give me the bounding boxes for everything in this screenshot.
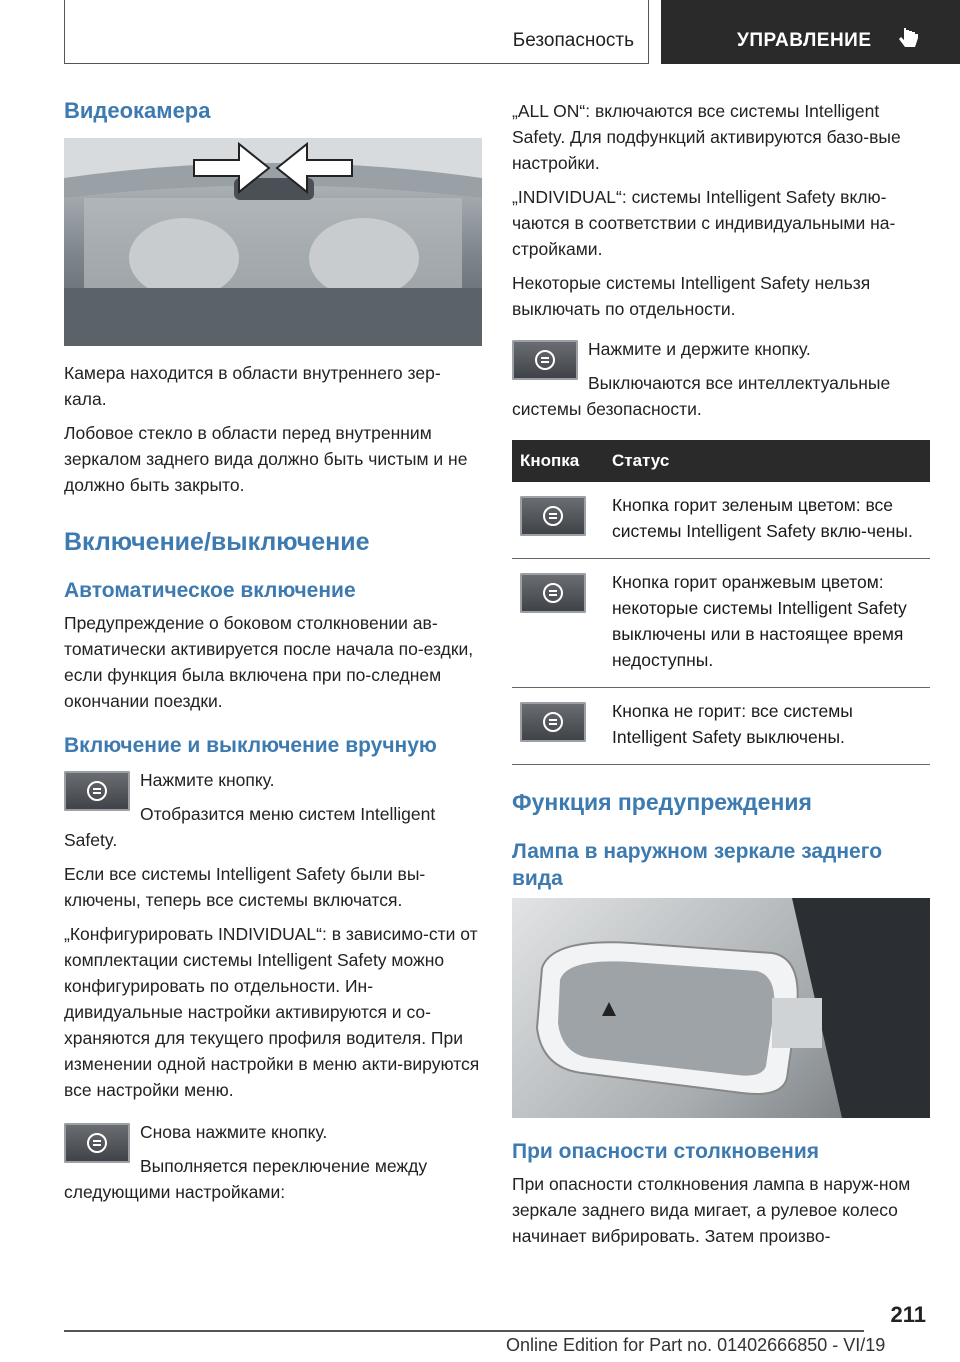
table-row xyxy=(512,688,930,765)
intelligent-safety-button-icon xyxy=(64,1123,130,1163)
text-menu-appears: Отобразится меню систем Intelligent Safety. xyxy=(64,804,436,850)
text-press-again: Снова нажмите кнопку. xyxy=(140,1122,328,1142)
text-all-off: Выключаются все интеллектуальные системы безопасности. xyxy=(512,373,891,419)
table-cell-status: Кнопка горит оранжевым цветом: некоторые системы Intelligent Safety выключены или в настоящее время недоступны. xyxy=(604,559,930,688)
table-row xyxy=(512,482,930,559)
footer-edition: Online Edition for Part no. 01402666850 - VI/19 xyxy=(506,1335,886,1355)
intelligent-safety-button-icon xyxy=(64,771,130,811)
left-column xyxy=(64,98,482,1213)
table-cell-status: Кнопка горит зеленым цветом: все системы Intelligent Safety вклю-чены. xyxy=(604,482,930,559)
table-header-status: Статус xyxy=(604,440,930,482)
footer-divider xyxy=(64,1330,864,1332)
text-individual-mode: „INDIVIDUAL“: системы Intelligent Safety вклю-чаются в соответствии с индивидуальными на-стройками. xyxy=(512,187,896,259)
camera-interior-photo xyxy=(64,138,482,346)
heading-video-camera: Видеокамера xyxy=(64,98,211,123)
heading-manual-on-off: Включение и выключение вручную xyxy=(64,734,437,757)
text-camera-location: Камера находится в области внутреннего зер-кала. xyxy=(64,363,441,409)
table-cell-status: Кнопка не горит: все системы Intelligent Safety выключены. xyxy=(604,688,930,765)
page-number: 211 xyxy=(890,1302,926,1327)
text-press-button: Нажмите кнопку. xyxy=(140,770,275,790)
hand-pointer-icon xyxy=(897,26,921,52)
side-mirror-photo xyxy=(512,898,930,1118)
intelligent-safety-button-icon xyxy=(512,340,578,380)
header-section-title: Безопасность xyxy=(512,30,634,51)
heading-on-off: Включение/выключение xyxy=(64,528,370,556)
heading-collision-danger: При опасности столкновения xyxy=(512,1140,819,1163)
text-collision-danger: При опасности столкновения лампа в наруж-ном зеркале заднего вида мигает, а рулевое колесо начинает вибрировать. Затем произво- xyxy=(512,1174,911,1246)
table-row xyxy=(512,559,930,688)
header-chapter-box xyxy=(661,0,960,64)
intelligent-safety-button-icon xyxy=(520,573,586,613)
header-chapter-title: УПРАВЛЕНИЕ xyxy=(737,30,872,51)
right-column xyxy=(512,98,930,1257)
button-status-table xyxy=(512,440,930,765)
heading-auto-on: Автоматическое включение xyxy=(64,579,356,602)
intelligent-safety-button-icon xyxy=(520,496,586,536)
header-section-box xyxy=(64,0,649,64)
heading-mirror-lamp: Лампа в наружном зеркале заднего вида xyxy=(512,840,883,890)
text-some-systems: Некоторые системы Intelligent Safety нельзя выключать по отдельности. xyxy=(512,273,871,319)
heading-warning-function: Функция предупреждения xyxy=(512,789,812,815)
text-auto-on: Предупреждение о боковом столкновении ав-томатически активируется после начала по-ездки, если функция была включена при по-следнем окончании поездки. xyxy=(64,613,474,711)
text-press-hold: Нажмите и держите кнопку. xyxy=(588,339,811,359)
intelligent-safety-button-icon xyxy=(520,702,586,742)
text-all-on-mode: „ALL ON“: включаются все системы Intelligent Safety. Для подфункций активируются базо-вые настройки. xyxy=(512,101,901,173)
text-switch-settings: Выполняется переключение между следующими настройками: xyxy=(64,1156,428,1202)
table-header-button: Кнопка xyxy=(512,440,604,482)
text-windshield-clean: Лобовое стекло в области перед внутренним зеркалом заднего вида должно быть чистым и не должно быть закрыто. xyxy=(64,423,468,495)
text-all-on-info: Если все системы Intelligent Safety были вы-ключены, теперь все системы включатся. xyxy=(64,864,426,910)
text-configure-individual: „Конфигурировать INDIVIDUAL“: в зависимо-сти от комплектации системы Intelligent Safety можно конфигурировать по отдельности. Ин-дивидуальные настройки активируются и со-храняются для текущего профиля водителя. При изменении одной настройки в меню акти-вируются все настройки меню. xyxy=(64,924,480,1100)
